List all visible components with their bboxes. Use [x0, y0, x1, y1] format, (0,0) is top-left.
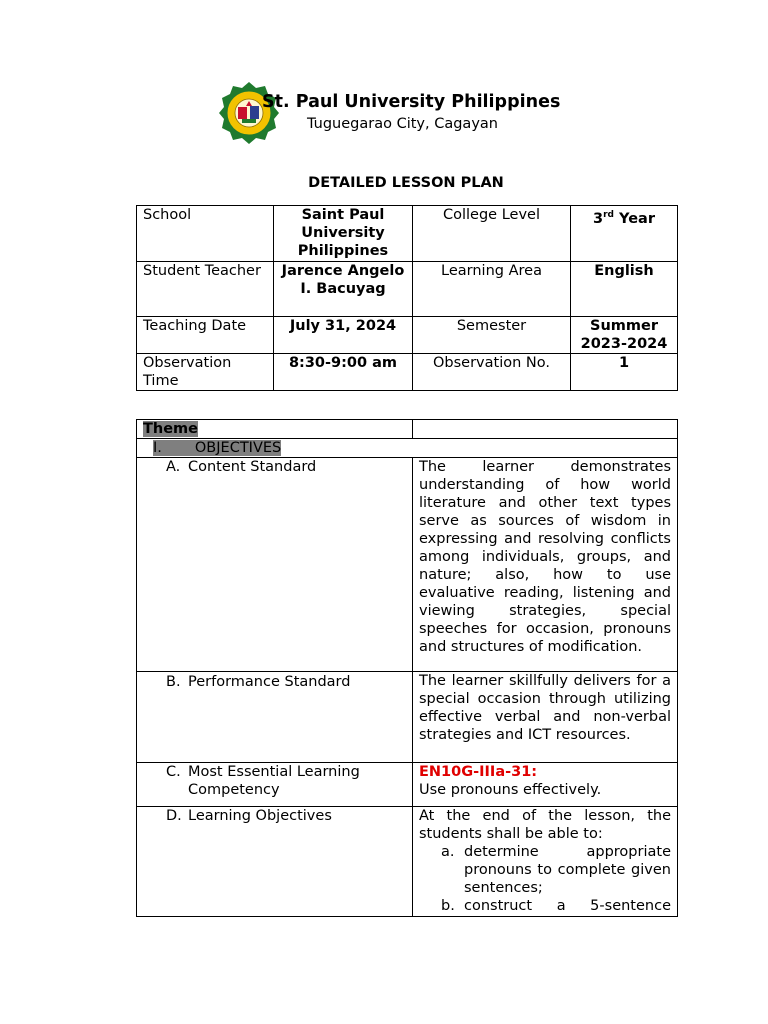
observation-no-value: 1 — [571, 354, 678, 391]
college-level-value — [571, 206, 678, 262]
table-row — [137, 458, 678, 672]
content-standard-text: The learner demonstrates understanding of how world literature and other text types serve as sources of wisdom in expressing and resolving conflicts among individuals, groups, and nature; also, how to use evaluative reading, listening and viewing strategies, special speeches for occasion, pronouns and structures of modification. — [413, 458, 678, 672]
theme-value — [413, 420, 678, 439]
table-row — [137, 317, 678, 354]
year-ordinal-suffix: rd — [603, 210, 614, 220]
melc-label-cell — [137, 763, 413, 807]
table-row — [137, 354, 678, 391]
theme-label: Theme — [143, 421, 198, 437]
table-row — [137, 420, 678, 439]
learning-area-value: English — [571, 262, 678, 317]
document-header — [0, 80, 768, 150]
table-row — [137, 206, 678, 262]
list-item — [419, 897, 671, 915]
performance-standard-label: Performance Standard — [188, 674, 351, 690]
melc-cell — [413, 763, 678, 807]
teaching-date-value: July 31, 2024 — [274, 317, 413, 354]
university-name: St. Paul University Philippines — [262, 92, 561, 112]
semester-value: Summer 2023-2024 — [571, 317, 678, 354]
list-marker: A. — [166, 459, 181, 475]
learning-objectives-label: Learning Objectives — [188, 808, 332, 824]
objectives-heading-cell — [137, 439, 678, 458]
list-marker: C. — [166, 764, 181, 780]
school-label: School — [137, 206, 274, 262]
performance-standard-text: The learner skillfully delivers for a special occasion through utilizing effective verbal and non-verbal strategies and ICT resources. — [413, 672, 678, 763]
objectives-label: OBJECTIVES — [194, 440, 282, 456]
melc-code: EN10G-IIIa-31: — [419, 764, 538, 780]
theme-label-cell — [137, 420, 413, 439]
observation-no-label: Observation No. — [413, 354, 571, 391]
teaching-date-label: Teaching Date — [137, 317, 274, 354]
list-item — [419, 843, 671, 897]
objective-text: construct a 5-sentence — [464, 898, 671, 914]
performance-standard-label-cell — [137, 672, 413, 763]
list-marker: B. — [166, 674, 181, 690]
list-marker: D. — [166, 808, 182, 824]
table-row — [137, 807, 678, 917]
table-row — [137, 672, 678, 763]
list-marker: b. — [441, 898, 455, 914]
observation-time-label: Observation Time — [137, 354, 274, 391]
list-marker: a. — [441, 844, 455, 860]
content-standard-label: Content Standard — [188, 459, 317, 475]
year-number: 3 — [593, 210, 604, 227]
lesson-info-table — [136, 205, 678, 391]
year-word: Year — [613, 210, 655, 227]
objectives-heading — [153, 440, 281, 456]
objective-text: determine appropriate pronouns to complete given sentences; — [464, 844, 671, 896]
college-level-label: College Level — [413, 206, 571, 262]
student-teacher-value: Jarence Angelo I. Bacuyag — [274, 262, 413, 317]
observation-time-value: 8:30-9:00 am — [274, 354, 413, 391]
semester-label: Semester — [413, 317, 571, 354]
learning-area-label: Learning Area — [413, 262, 571, 317]
school-value: Saint Paul University Philippines — [274, 206, 413, 262]
table-row — [137, 763, 678, 807]
table-row — [137, 262, 678, 317]
learning-objectives-intro: At the end of the lesson, the students shall be able to: — [419, 808, 671, 842]
content-standard-label-cell — [137, 458, 413, 672]
learning-objectives-label-cell — [137, 807, 413, 917]
objectives-numeral: I. — [153, 440, 162, 456]
student-teacher-label: Student Teacher — [137, 262, 274, 317]
document-title: DETAILED LESSON PLAN — [308, 175, 504, 191]
melc-text: Use pronouns effectively. — [419, 782, 602, 798]
melc-label: Most Essential Learning Competency — [188, 764, 360, 798]
learning-objectives-cell — [413, 807, 678, 917]
objectives-table — [136, 419, 678, 917]
university-city: Tuguegarao City, Cagayan — [307, 116, 498, 132]
table-row — [137, 439, 678, 458]
